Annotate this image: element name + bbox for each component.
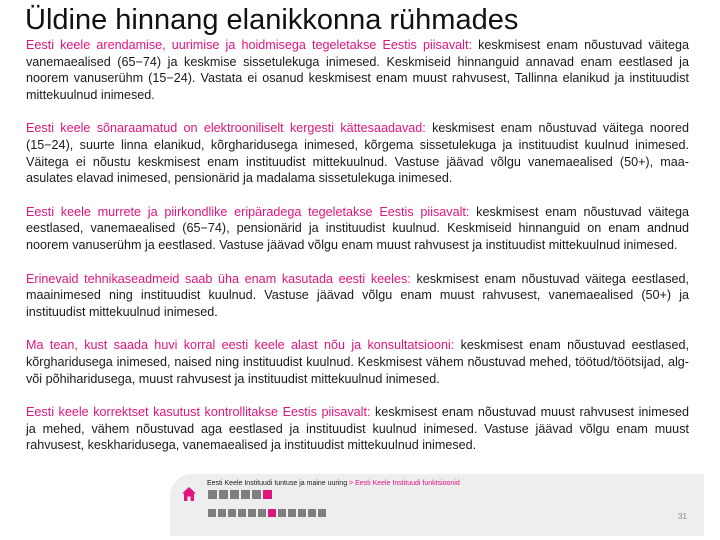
nav-square[interactable] (298, 509, 306, 517)
nav-square[interactable] (258, 509, 266, 517)
paragraph-lead: Eesti keele murrete ja piirkondlike eripäradega tegeletakse Eestis piisavalt: (26, 204, 470, 219)
paragraph-lead: Erinevaid tehnikaseadmeid saab üha enam kasutada eesti keeles: (26, 271, 411, 286)
nav-square[interactable] (252, 490, 261, 499)
nav-square[interactable] (268, 509, 276, 517)
paragraph-lead: Eesti keele korrektset kasutust kontrollitakse Eestis piisavalt: (26, 405, 371, 420)
nav-square[interactable] (248, 509, 256, 517)
nav-square[interactable] (308, 509, 316, 517)
nav-square[interactable] (208, 490, 217, 499)
nav-square[interactable] (230, 490, 239, 499)
breadcrumb-parent[interactable]: Eesti Keele Instituudi tuntuse ja maine uuring (207, 480, 348, 487)
paragraph-6 (26, 404, 689, 454)
nav-square[interactable] (241, 490, 250, 499)
paragraph-3 (26, 204, 689, 254)
breadcrumb (207, 479, 460, 488)
paragraph-text: keskmisest enam nõustuvad väitega eestlased, vanemaealised (65−74), pensionärid ja instituudist kuulnud. Keskmiseid hinnanguid on enam andnud noorem vanuserühm ja eestlased. Vastuse jäävad võlgu enam muust rahvusest ja instituudist mittekuulnud inimesed. (26, 204, 689, 252)
content-body (26, 37, 689, 454)
nav-square[interactable] (318, 509, 326, 517)
nav-square[interactable] (238, 509, 246, 517)
nav-square[interactable] (219, 490, 228, 499)
page-title: Üldine hinnang elanikkonna rühmades (25, 4, 519, 36)
section-nav-row-1 (208, 490, 272, 499)
section-nav-row-2 (208, 509, 326, 517)
breadcrumb-current[interactable]: Eesti Keele Instituudi funktsioonid (355, 480, 460, 487)
paragraph-lead: Eesti keele sõnaraamatud on elektrooniliselt kergesti kättesaadavad: (26, 121, 426, 136)
breadcrumb-separator: > (349, 480, 354, 487)
paragraph-4 (26, 271, 689, 321)
paragraph-text: keskmisest enam nõustuvad eestlased, kõrgharidusega inimesed, naised ning instituudist kuulnud. Keskmisest vähem nõustuvad mehed, töötud/töötsijad, alg- või põhiharidusega, muust rahvusest ja instituudist mittekuulnud inimesed. (26, 338, 689, 386)
page-number: 31 (678, 512, 687, 521)
paragraph-2 (26, 120, 689, 186)
nav-square[interactable] (208, 509, 216, 517)
paragraph-1 (26, 37, 689, 103)
nav-square[interactable] (218, 509, 226, 517)
paragraph-lead: Ma tean, kust saada huvi korral eesti keele alast nõu ja konsultatsiooni: (26, 338, 455, 353)
nav-square[interactable] (278, 509, 286, 517)
paragraph-5 (26, 337, 689, 387)
home-icon[interactable] (181, 486, 197, 502)
paragraph-lead: Eesti keele arendamise, uurimise ja hoidmisega tegeletakse Eestis piisavalt: (26, 38, 472, 52)
paragraph-text: keskmisest enam nõustuvad väitega noored (15−24), suurte linna elanikud, kõrgharidusega inimesed, kõrgema sissetulekuga ja instituudist kuulnud inimesed. Väitega ei nõustu keskmisest enam instituudist mittekuulnud. Vastuse jäävad võlgu vanemaealised (50+), maa-asulates elavad inimesed, pensionärid ja madalama sissetulekuga inimesed. (26, 121, 690, 186)
nav-square[interactable] (288, 509, 296, 517)
paragraph-text: keskmisest enam nõustuvad väitega eestlased, maainimesed ning instituudist kuulnud. Vastuse jäävad võlgu enam muust rahvusest, vanemaealised (50+) ja instituudist mittekuulnud inimesed. (26, 271, 689, 319)
nav-square[interactable] (228, 509, 236, 517)
paragraph-text: keskmisest enam nõustuvad muust rahvusest inimesed ja mehed, vähem nõustuvad aga eestlased ja instituudist kuulnud inimesed. Vastuse jäävad võlgu enam muust rahvusest, keskharidusega, vanemaealised ja instituudist mittekuulnud inimesed. (26, 405, 690, 453)
nav-square[interactable] (263, 490, 272, 499)
paragraph-text: keskmisest enam nõustuvad väitega vanemaealised (65−74) ja keskmise sissetulekuga inimesed. Keskmiseid hinnanguid annavad enam eestlased ja noorem vanuserühm (15−24). Vastata ei osanud keskmisest enam muust rahvusest, Tallinna elanikud ja instituudist mittekuulnud inimesed. (26, 38, 690, 102)
